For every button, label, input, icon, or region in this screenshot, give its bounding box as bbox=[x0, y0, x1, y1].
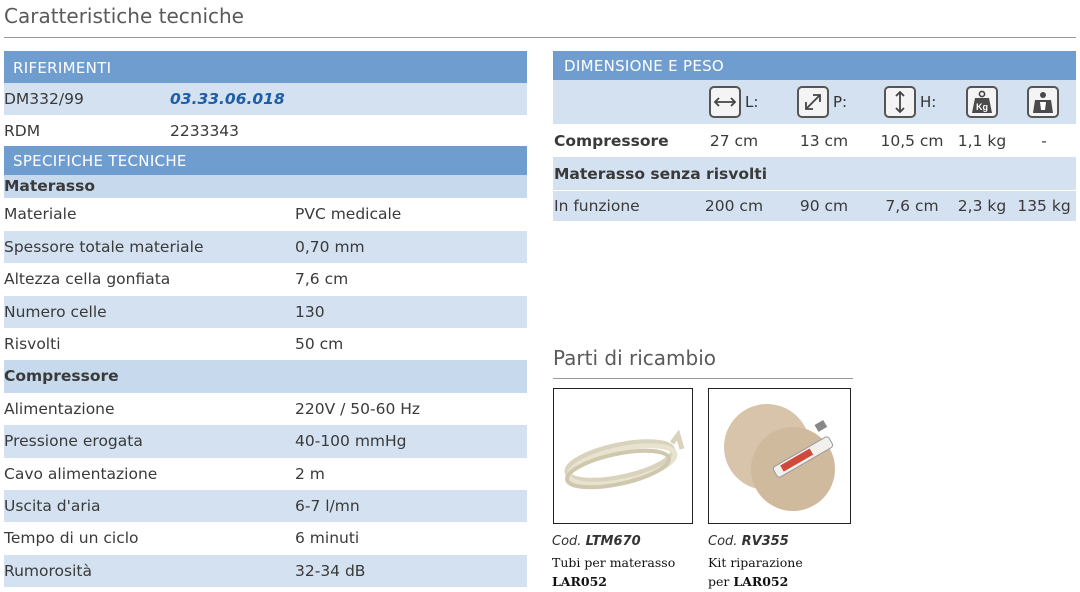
spec-row bbox=[4, 296, 527, 328]
specs-table bbox=[4, 51, 527, 587]
spec-value: 220V / 50-60 Hz bbox=[295, 399, 421, 418]
spec-row bbox=[4, 425, 527, 457]
part-code: Cod. LTM670 bbox=[552, 534, 641, 549]
reference-row bbox=[4, 83, 527, 115]
dimension-value: 10,5 cm bbox=[880, 132, 944, 150]
depth-diagonal-icon bbox=[797, 86, 829, 118]
dimension-value: 90 cm bbox=[799, 197, 849, 215]
depth-label: P: bbox=[833, 93, 848, 111]
dimension-row bbox=[553, 190, 1076, 221]
dimension-value: 27 cm bbox=[709, 132, 759, 150]
dimension-row-label: Materasso senza risvolti bbox=[554, 165, 768, 183]
dimension-value: 13 cm bbox=[799, 132, 849, 150]
spec-value: 50 cm bbox=[295, 334, 344, 353]
dimension-value: 7,6 cm bbox=[885, 197, 939, 215]
spec-row bbox=[4, 458, 527, 490]
max-load-person-icon bbox=[1027, 86, 1059, 118]
spec-value: 0,70 mm bbox=[295, 237, 365, 256]
page-title: Caratteristiche tecniche bbox=[4, 4, 244, 28]
depth-column-head bbox=[797, 86, 847, 118]
spec-key: Materiale bbox=[4, 205, 77, 224]
spec-value: 2 m bbox=[295, 464, 325, 483]
spec-row bbox=[4, 555, 527, 587]
mattress-section-row bbox=[4, 175, 527, 198]
spec-key: Rumorosità bbox=[4, 561, 92, 580]
spec-value: 32-34 dB bbox=[295, 561, 366, 580]
reference-key: DM332/99 bbox=[4, 90, 84, 108]
specs-header: SPECIFICHE TECNICHE bbox=[4, 146, 527, 175]
title-divider bbox=[4, 37, 1076, 38]
reference-code: 2233343 bbox=[170, 122, 240, 141]
spec-key: Tempo di un ciclo bbox=[4, 529, 139, 548]
dimension-value: 1,1 kg bbox=[957, 132, 1007, 150]
dimension-value: 135 kg bbox=[1017, 197, 1071, 215]
width-label: L: bbox=[745, 93, 759, 111]
dimensions-table bbox=[553, 51, 1076, 221]
dimension-row bbox=[553, 157, 1076, 190]
spec-row bbox=[4, 522, 527, 554]
reference-row bbox=[4, 115, 527, 146]
dimension-row-label: Compressore bbox=[554, 132, 669, 150]
spec-row bbox=[4, 198, 527, 230]
spec-row bbox=[4, 490, 527, 522]
part-code-value: LTM670 bbox=[585, 534, 641, 549]
section-label: Materasso bbox=[4, 177, 96, 196]
spec-key: Pressione erogata bbox=[4, 432, 143, 451]
height-column-head bbox=[884, 86, 936, 118]
spec-value: 7,6 cm bbox=[295, 270, 349, 289]
spec-value: PVC medicale bbox=[295, 205, 402, 224]
spec-value: 130 bbox=[295, 302, 325, 321]
part-description: Tubi per materasso LAR052 bbox=[552, 555, 676, 589]
width-column-head bbox=[709, 86, 758, 118]
spec-key: Numero celle bbox=[4, 302, 107, 321]
spec-row bbox=[4, 393, 527, 425]
dimension-row bbox=[553, 124, 1076, 157]
weight-column-head bbox=[966, 86, 998, 118]
section-label: Compressore bbox=[4, 367, 119, 386]
height-label: H: bbox=[920, 93, 937, 111]
spare-parts-divider bbox=[553, 378, 853, 379]
spec-key: Alimentazione bbox=[4, 399, 115, 418]
weight-kg-icon bbox=[966, 86, 998, 118]
dimensions-header: DIMENSIONE E PESO bbox=[553, 51, 1076, 80]
part-description: Kit riparazione per LAR052 bbox=[708, 555, 803, 589]
max-load-column-head bbox=[1027, 86, 1059, 118]
dimension-row-label: In funzione bbox=[554, 197, 640, 215]
references-header: RIFERIMENTI bbox=[4, 51, 527, 83]
spec-value: 6-7 l/mn bbox=[295, 496, 360, 515]
spec-row bbox=[4, 328, 527, 360]
dimension-icons-row bbox=[553, 80, 1076, 124]
dimension-value: - bbox=[1041, 132, 1047, 150]
spec-key: Altezza cella gonfiata bbox=[4, 270, 171, 289]
spec-key: Risvolti bbox=[4, 334, 61, 353]
part-image-tubes bbox=[553, 388, 693, 524]
height-arrows-icon bbox=[884, 86, 916, 118]
spec-key: Cavo alimentazione bbox=[4, 464, 158, 483]
spec-value: 6 minuti bbox=[295, 529, 360, 548]
spec-key: Spessore totale materiale bbox=[4, 237, 204, 256]
width-arrows-icon bbox=[709, 86, 741, 118]
part-code-value: RV355 bbox=[741, 534, 789, 549]
reference-key: RDM bbox=[4, 122, 41, 141]
spec-row bbox=[4, 231, 527, 263]
spec-key: Uscita d'aria bbox=[4, 496, 101, 515]
reference-code: 03.33.06.018 bbox=[170, 90, 285, 108]
dimension-value: 2,3 kg bbox=[957, 197, 1007, 215]
spec-value: 40-100 mmHg bbox=[295, 432, 407, 451]
part-image-repair-kit bbox=[708, 388, 851, 524]
spec-row bbox=[4, 263, 527, 295]
spare-parts-title: Parti di ricambio bbox=[553, 346, 717, 370]
dimension-value: 200 cm bbox=[704, 197, 764, 215]
part-code: Cod. RV355 bbox=[708, 534, 789, 549]
compressor-section-row bbox=[4, 360, 527, 392]
weight-kg-text: Kg bbox=[976, 102, 988, 112]
